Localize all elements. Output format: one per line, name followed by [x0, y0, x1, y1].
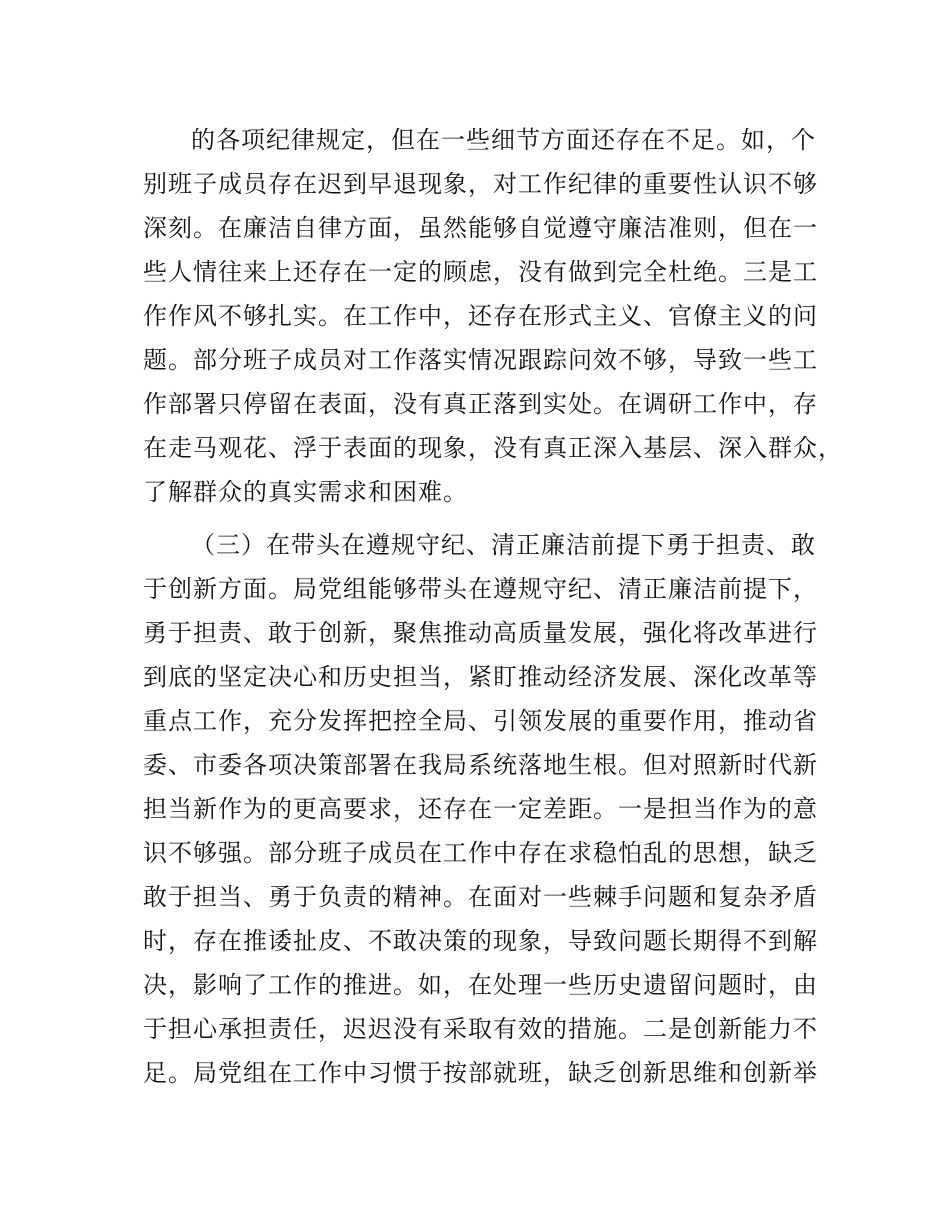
- text-line: 作作风不够扎实。在工作中，还存在形式主义、官僚主义的问: [143, 302, 818, 330]
- paragraph-2: [143, 523, 843, 1095]
- text-line: 些人情往来上还存在一定的顾虑，没有做到完全杜绝。三是工: [143, 258, 818, 286]
- paragraph-spacing: [143, 514, 843, 523]
- text-line: 于担心承担责任，迟迟没有采取有效的措施。二是创新能力不: [143, 1015, 818, 1043]
- text-line: 作部署只停留在表面，没有真正落到实处。在调研工作中，存: [143, 390, 818, 418]
- document-body: [143, 118, 843, 1095]
- text-line: 到底的坚定决心和历史担当，紧盯推动经济发展、深化改革等: [143, 663, 818, 691]
- text-line: 的各项纪律规定，但在一些细节方面还存在不足。如，个: [191, 126, 816, 154]
- text-line: 决，影响了工作的推进。如，在处理一些历史遗留问题时，由: [143, 971, 818, 999]
- text-line: 敢于担当、勇于负责的精神。在面对一些棘手问题和复杂矛盾: [143, 883, 818, 911]
- text-line: 别班子成员存在迟到早退现象，对工作纪律的重要性认识不够: [143, 170, 818, 198]
- text-line: 重点工作，充分发挥把控全局、引领发展的重要作用，推动省: [143, 707, 818, 735]
- text-line: 识不够强。部分班子成员在工作中存在求稳怕乱的思想，缺乏: [143, 839, 818, 867]
- text-line: 深刻。在廉洁自律方面，虽然能够自觉遵守廉洁准则，但在一: [143, 214, 818, 242]
- text-line: 时，存在推诿扯皮、不敢决策的现象，导致问题长期得不到解: [143, 927, 818, 955]
- text-line: 于创新方面。局党组能够带头在遵规守纪、清正廉洁前提下，: [143, 575, 818, 603]
- text-line: 题。部分班子成员对工作落实情况跟踪问效不够，导致一些工: [143, 346, 818, 374]
- text-line: 委、市委各项决策部署在我局系统落地生根。但对照新时代新: [143, 751, 818, 779]
- text-line: 了解群众的真实需求和困难。: [143, 478, 468, 506]
- text-line: 足。局党组在工作中习惯于按部就班，缺乏创新思维和创新举: [143, 1059, 818, 1087]
- text-line: 在走马观花、浮于表面的现象，没有真正深入基层、深入群众，: [143, 434, 843, 462]
- text-line: （三）在带头在遵规守纪、清正廉洁前提下勇于担责、敢: [191, 531, 816, 559]
- paragraph-1: [143, 118, 843, 514]
- text-line: 勇于担责、敢于创新，聚焦推动高质量发展，强化将改革进行: [143, 619, 818, 647]
- text-line: 担当新作为的更高要求，还存在一定差距。一是担当作为的意: [143, 795, 818, 823]
